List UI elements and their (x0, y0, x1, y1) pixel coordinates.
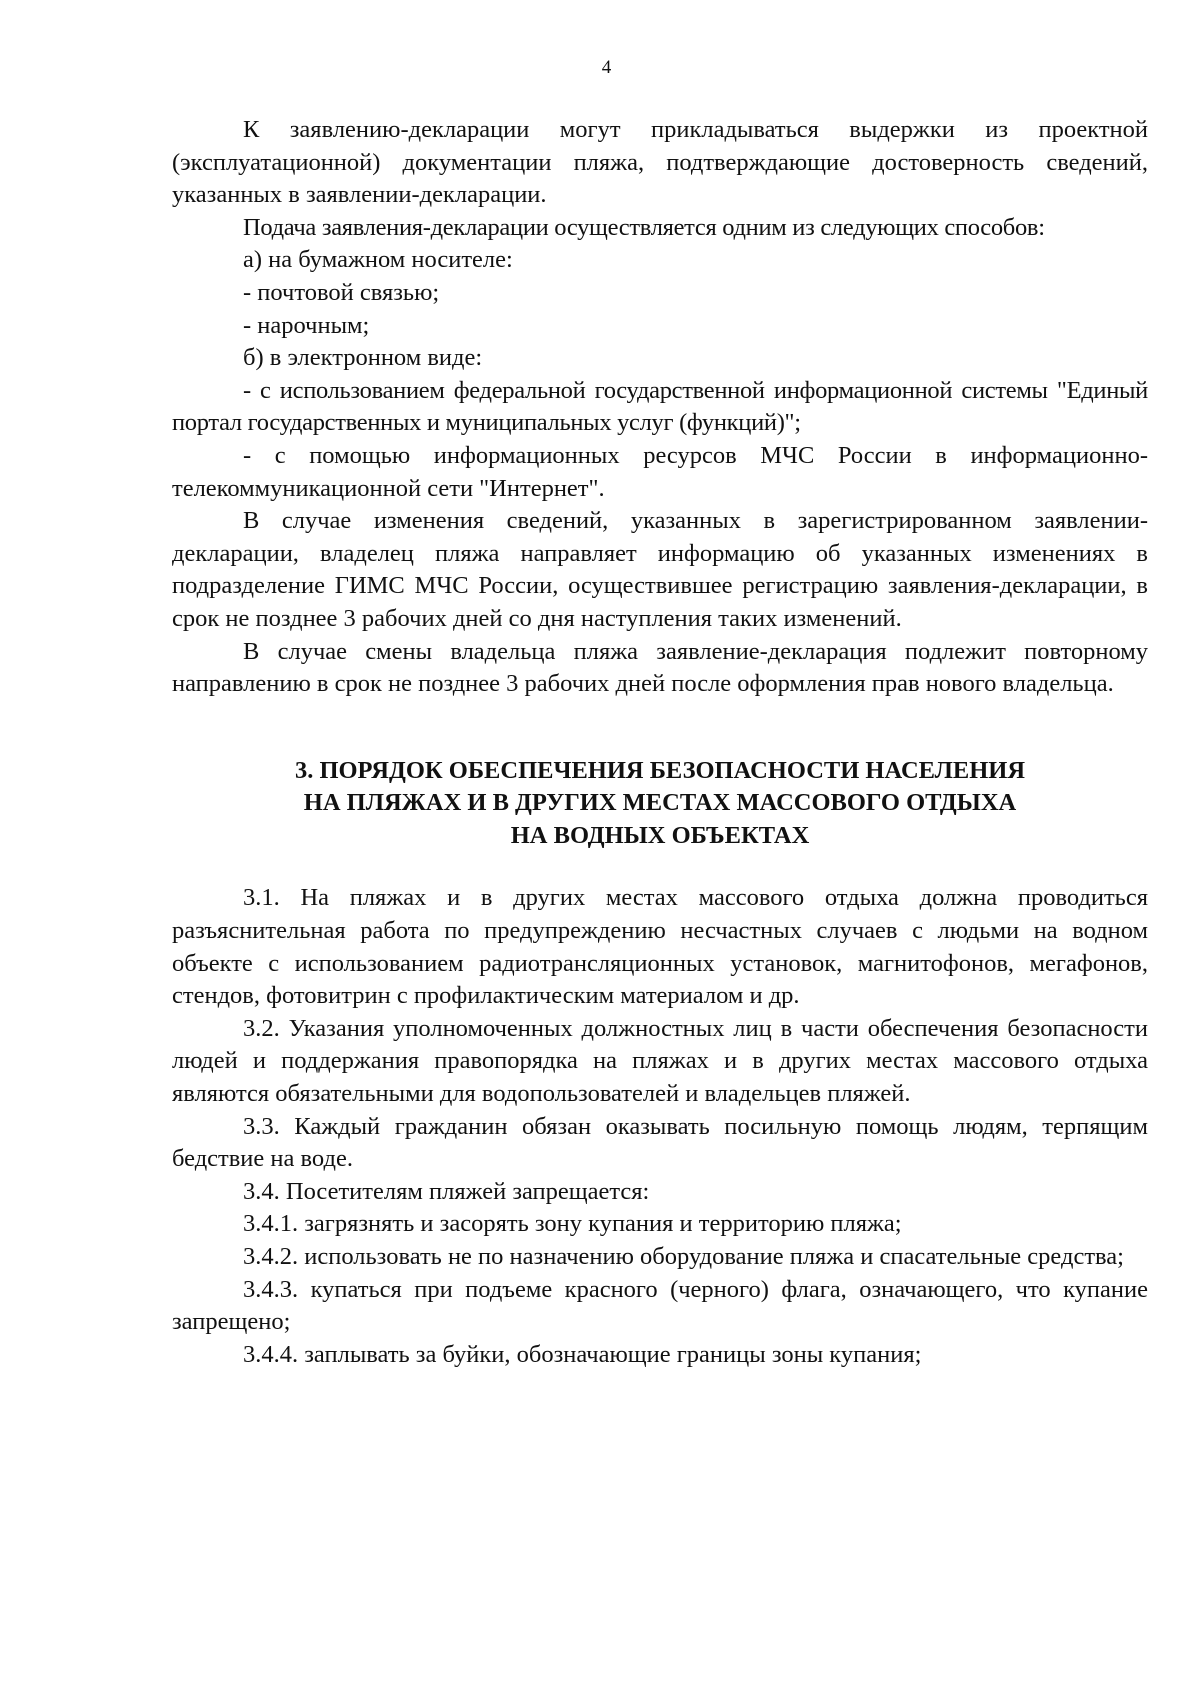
paragraph-submission-methods: Подача заявления-декларации осуществляется одним из следующих способов: (243, 213, 1045, 241)
heading-line: НА ВОДНЫХ ОБЪЕКТАХ (510, 821, 810, 849)
heading-line: НА ПЛЯЖАХ И В ДРУГИХ МЕСТАХ МАССОВОГО ОТДЫХА (303, 789, 1017, 817)
clause-3-4-4: 3.4.4. заплывать за буйки, обозначающие границы зоны купания; (243, 1340, 922, 1368)
list-item-courier: - нарочным; (243, 311, 370, 339)
clause-3-4-2: 3.4.2. использовать не по назначению оборудование пляжа и спасательные средства; (243, 1243, 1124, 1270)
clause-3-2: 3.2. Указания уполномоченных должностных лиц в части обеспечения безопасности людей и поддержания правопорядка на пляжах и в других местах массового отдыха являются обязательными для водопользователей и владельцев пляжей. (172, 1014, 1148, 1108)
heading-line: 3. ПОРЯДОК ОБЕСПЕЧЕНИЯ БЕЗОПАСНОСТИ НАСЕЛЕНИЯ (294, 756, 1026, 784)
page-number: 4 (601, 57, 612, 78)
page-content (172, 114, 1148, 1371)
clause-3-3: 3.3. Каждый гражданин обязан оказывать посильную помощь людям, терпящим бедствие на воде. (172, 1112, 1148, 1173)
paragraph-changes: В случае изменения сведений, указанных в зарегистрированном заявлении-декларации, владелец пляжа направляет информацию об указанных изменениях в подразделение ГИМС МЧС России, осуществившее регистрацию заявления-декларации, в срок не позднее 3 рабочих дней со дня наступления таких изменений. (172, 507, 1148, 632)
list-item-electronic: б) в электронном виде: (243, 344, 483, 372)
list-item-paper: а) на бумажном носителе: (243, 246, 513, 274)
clause-3-4-3: 3.4.3. купаться при подъеме красного (черного) флага, означающего, что купание запрещено; (172, 1275, 1148, 1336)
list-item-internet: - с помощью информационных ресурсов МЧС России в информационно-телекоммуникационной сети "Интернет". (172, 441, 1148, 502)
clause-3-4-1: 3.4.1. загрязнять и засорять зону купания и территорию пляжа; (243, 1210, 902, 1238)
section-3-heading (172, 701, 1148, 883)
list-item-post: - почтовой связью; (243, 278, 440, 306)
list-item-gosuslugi: - с использованием федеральной государственной информационной системы "Единый портал государственных и муниципальных услуг (функций)"; (172, 376, 1148, 437)
clause-3-1: 3.1. На пляжах и в других местах массового отдыха должна проводиться разъяснительная работа по предупреждению несчастных случаев с людьми на водном объекте с использованием радиотрансляционных установок, магнитофонов, мегафонов, стендов, фотовитрин с профилактическим материалом и др. (172, 884, 1148, 1010)
paragraph-owner-change: В случае смены владельца пляжа заявление-декларация подлежит повторному направлению в срок не позднее 3 рабочих дней после оформления прав нового владельца. (172, 637, 1148, 698)
paragraph-declaration-attachments: К заявлению-декларации могут прикладываться выдержки из проектной (эксплуатационной) документации пляжа, подтверждающие достоверность сведений, указанных в заявлении-декларации. (172, 116, 1148, 209)
clause-3-4: 3.4. Посетителям пляжей запрещается: (243, 1177, 650, 1205)
